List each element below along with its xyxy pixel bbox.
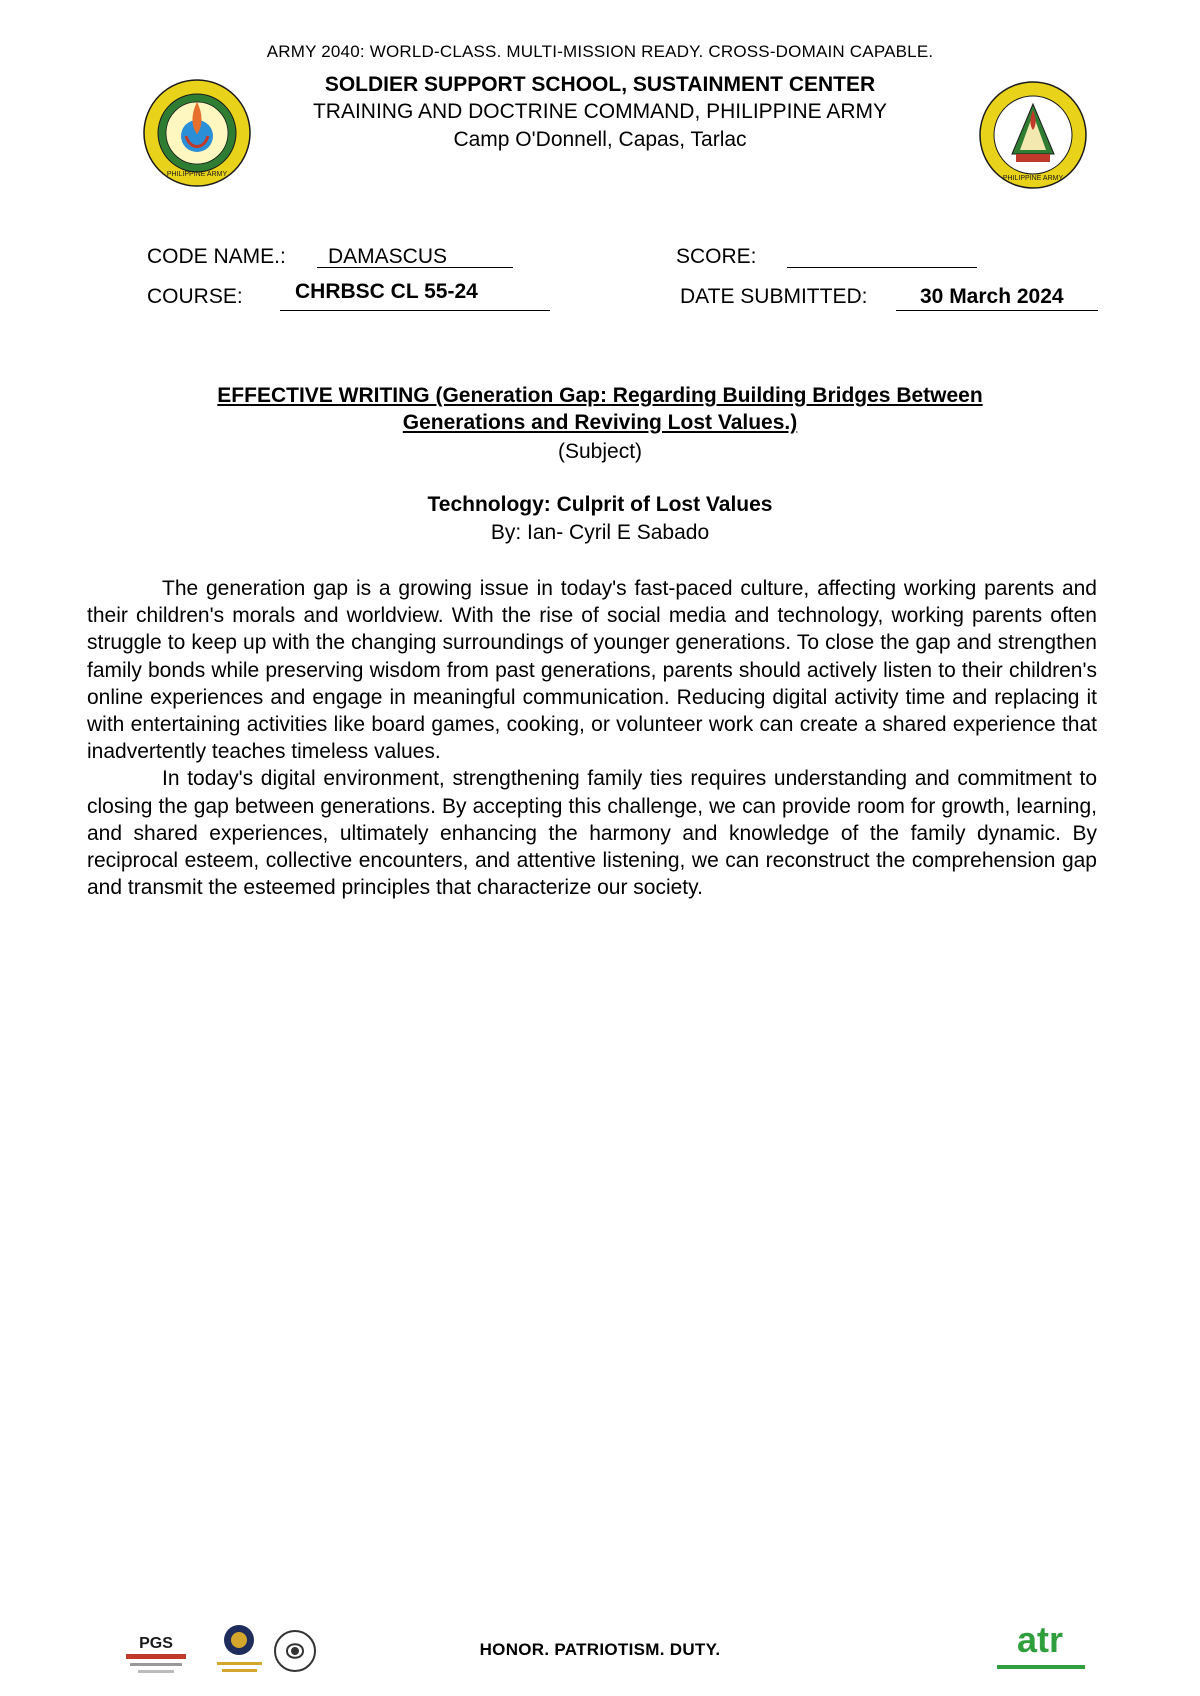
essay-paragraph-1: The generation gap is a growing issue in today's fast-paced culture, affecting working parents and their children's morals and worldview. With the rise of social media and technology, working parents often struggle to keep up with the changing surroundings of younger generations. To close the gap and strengthen family bonds while preserving wisdom from past generations, parents should actively listen to their children's online experiences and engage in meaningful communication. Reducing digital activity time and replacing it with entertaining activities like board games, cooking, or volunteer work can create a shared experience that inadvertently teaches timeless values. (87, 577, 1097, 764)
date-submitted-value: 30 March 2024 (920, 285, 1064, 308)
date-submitted-label: DATE SUBMITTED: (680, 285, 868, 308)
header-motto: ARMY 2040: WORLD-CLASS. MULTI-MISSION READY. CROSS-DOMAIN CAPABLE. (266, 42, 934, 61)
essay-title: Technology: Culprit of Lost Values (427, 493, 773, 516)
school-name: SOLDIER SUPPORT SCHOOL, SUSTAINMENT CENTER (324, 73, 876, 96)
essay-body (87, 575, 1097, 901)
course-label: COURSE: (147, 285, 243, 308)
command-name: TRAINING AND DOCTRINE COMMAND, PHILIPPINE ARMY (312, 100, 888, 123)
score-label: SCORE: (676, 245, 757, 268)
code-name-label: CODE NAME.: (147, 245, 286, 268)
atr-logo (985, 1610, 1095, 1680)
subject-title-line-2: Generations and Reviving Lost Values.) (402, 411, 798, 434)
pgs-logo-text: PGS (139, 1635, 173, 1652)
score-underline (787, 243, 977, 268)
essay-byline: By: Ian- Cyril E Sabado (490, 521, 710, 544)
left-seal-logo (142, 78, 252, 188)
subject-title (0, 382, 1200, 436)
camp-location: Camp O'Donnell, Capas, Tarlac (453, 128, 747, 151)
governance-badge-logo (212, 1622, 267, 1682)
svg-text:PHILIPPINE ARMY: PHILIPPINE ARMY (1002, 175, 1064, 182)
atr-logo-text: atr (1016, 1619, 1064, 1660)
code-name-value: DAMASCUS (328, 245, 448, 268)
right-seal-logo (978, 80, 1088, 190)
svg-text:PHILIPPINE ARMY: PHILIPPINE ARMY (166, 171, 228, 178)
course-value: CHRBSC CL 55-24 (295, 280, 478, 303)
subject-label: (Subject) (557, 440, 643, 463)
essay-paragraph-2: In today's digital environment, strengthening family ties requires understanding and commitment to closing the gap between generations. By accepting this challenge, we can provide room for growth, learning, and shared experiences, ultimately enhancing the harmony and knowledge of the family dynamic. By reciprocal esteem, collective encounters, and attentive listening, we can reconstruct the comprehension gap and transmit the esteemed principles that characterize our society. (87, 767, 1097, 900)
pgs-logo (120, 1630, 192, 1680)
iso-seal-logo (270, 1628, 320, 1678)
subject-title-line-1: EFFECTIVE WRITING (Generation Gap: Regarding Building Bridges Between (217, 384, 983, 407)
footer-motto: HONOR. PATRIOTISM. DUTY. (479, 1640, 721, 1659)
